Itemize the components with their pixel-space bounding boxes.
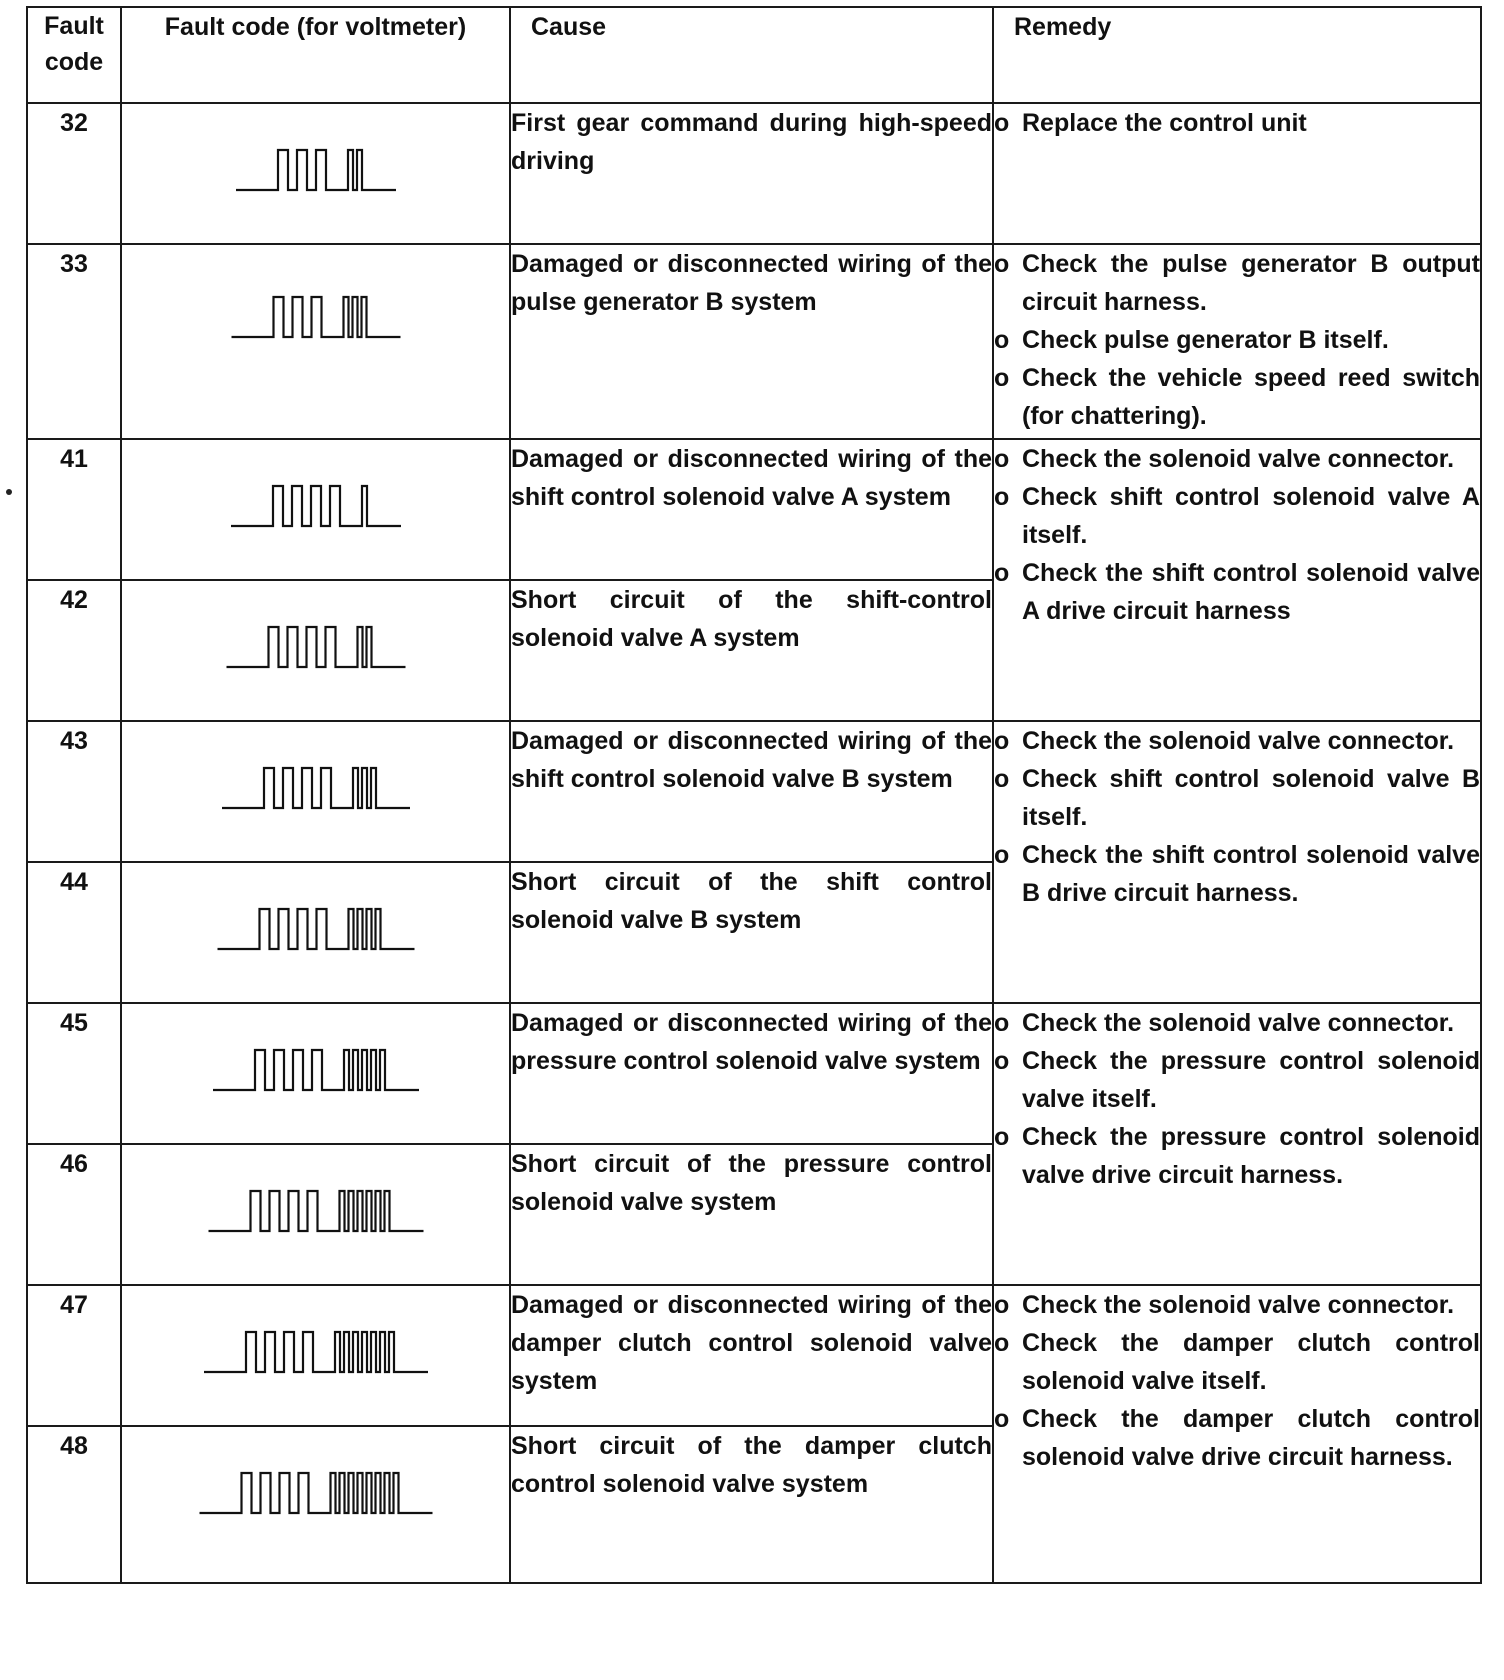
bullet-marker: o: [994, 1047, 1010, 1075]
pulse-waveform: [186, 756, 446, 816]
bullet-marker: o: [994, 364, 1010, 392]
pulse-trace: [231, 486, 401, 526]
margin-dot: [6, 489, 12, 495]
bullet-marker: o: [994, 1291, 1010, 1319]
table-row: [27, 721, 1481, 862]
bullet-marker: o: [994, 326, 1010, 354]
remedy-text: Check the damper clutch control solenoid valve itself.: [1022, 1329, 1480, 1395]
bullet-marker: o: [994, 1329, 1010, 1357]
pulse-waveform: [186, 138, 446, 198]
waveform-cell: [121, 1426, 510, 1583]
fault-code: 41: [27, 439, 121, 580]
remedy-list: [993, 1003, 1481, 1285]
fault-code: 45: [27, 1003, 121, 1144]
header-row: [27, 7, 1481, 103]
remedy-text: Check the solenoid valve connector.: [1022, 1009, 1455, 1037]
waveform-cell: [121, 1003, 510, 1144]
bullet-marker: o: [994, 1123, 1010, 1151]
pulse-waveform: [186, 285, 446, 345]
waveform-cell: [121, 103, 510, 244]
pulse-trace: [231, 297, 400, 337]
remedy-text: Check pulse generator B itself.: [1022, 326, 1389, 354]
header-fault-code: Fault code: [27, 7, 121, 103]
waveform-cell: [121, 1144, 510, 1285]
bullet-marker: o: [994, 109, 1010, 137]
waveform-cell: [121, 1285, 510, 1426]
waveform-cell: [121, 244, 510, 439]
remedy-text: Replace the control unit: [1022, 109, 1307, 137]
pulse-trace: [208, 1191, 423, 1231]
waveform-cell: [121, 580, 510, 721]
remedy-item: [994, 1042, 1480, 1118]
pulse-trace: [226, 627, 405, 667]
bullet-marker: o: [994, 445, 1010, 473]
pulse-waveform: [186, 1461, 446, 1521]
pulse-trace: [204, 1332, 428, 1372]
bullet-marker: o: [994, 841, 1010, 869]
cause-text: Short circuit of the shift-control solenoid valve A system: [510, 580, 993, 721]
cause-text: Damaged or disconnected wiring of the damper clutch control solenoid valve system: [510, 1285, 993, 1426]
remedy-item: [994, 554, 1480, 630]
remedy-text: Check shift control solenoid valve B itself.: [1022, 765, 1480, 831]
table-row: [27, 1285, 1481, 1426]
fault-code: 33: [27, 244, 121, 439]
pulse-waveform: [186, 474, 446, 534]
table-row: [27, 1003, 1481, 1144]
remedy-list: [993, 439, 1481, 721]
pulse-waveform: [186, 1320, 446, 1380]
table-row: [27, 439, 1481, 580]
cause-text: Short circuit of the shift control solenoid valve B system: [510, 862, 993, 1003]
remedy-list: [993, 721, 1481, 1003]
pulse-trace: [199, 1473, 432, 1513]
fault-code: 42: [27, 580, 121, 721]
fault-code: 46: [27, 1144, 121, 1285]
cause-text: Damaged or disconnected wiring of the shift control solenoid valve A system: [510, 439, 993, 580]
fault-code: 32: [27, 103, 121, 244]
cause-text: Short circuit of the damper clutch control solenoid valve system: [510, 1426, 993, 1583]
cause-text: Damaged or disconnected wiring of the pressure control solenoid valve system: [510, 1003, 993, 1144]
remedy-item: [994, 1118, 1480, 1194]
pulse-trace: [222, 768, 410, 808]
remedy-item: [994, 1286, 1480, 1324]
fault-code: 48: [27, 1426, 121, 1583]
remedy-list: [993, 1285, 1481, 1583]
pulse-trace: [236, 150, 396, 190]
remedy-text: Check the pulse generator B output circuit harness.: [1022, 250, 1480, 316]
bullet-marker: o: [994, 483, 1010, 511]
remedy-text: Check the shift control solenoid valve A drive circuit harness: [1022, 559, 1480, 625]
table-row: [27, 103, 1481, 244]
remedy-text: Check the solenoid valve connector.: [1022, 1291, 1455, 1319]
waveform-cell: [121, 862, 510, 1003]
header-cause: Cause: [510, 7, 993, 103]
pulse-waveform: [186, 615, 446, 675]
pulse-trace: [217, 909, 414, 949]
remedy-text: Check the solenoid valve connector.: [1022, 445, 1455, 473]
cause-text: Damaged or disconnected wiring of the shift control solenoid valve B system: [510, 721, 993, 862]
bullet-marker: o: [994, 1405, 1010, 1433]
remedy-item: [994, 321, 1480, 359]
bullet-marker: o: [994, 1009, 1010, 1037]
bullet-marker: o: [994, 727, 1010, 755]
fault-code: 44: [27, 862, 121, 1003]
pulse-waveform: [186, 897, 446, 957]
remedy-item: [994, 478, 1480, 554]
remedy-text: Check the vehicle speed reed switch (for chattering).: [1022, 364, 1480, 430]
cause-text: Short circuit of the pressure control solenoid valve system: [510, 1144, 993, 1285]
fault-code: 47: [27, 1285, 121, 1426]
remedy-text: Check the pressure control solenoid valve itself.: [1022, 1047, 1480, 1113]
remedy-list: [993, 244, 1481, 439]
remedy-item: [994, 245, 1480, 321]
remedy-text: Check the damper clutch control solenoid valve drive circuit harness.: [1022, 1405, 1480, 1471]
bullet-marker: o: [994, 250, 1010, 278]
remedy-text: Check the shift control solenoid valve B drive circuit harness.: [1022, 841, 1480, 907]
remedy-text: Check the pressure control solenoid valve drive circuit harness.: [1022, 1123, 1480, 1189]
bullet-marker: o: [994, 559, 1010, 587]
fault-code-table: [26, 6, 1482, 1584]
waveform-cell: [121, 721, 510, 862]
remedy-item: [994, 359, 1480, 435]
pulse-trace: [213, 1050, 419, 1090]
remedy-item: [994, 1004, 1480, 1042]
remedy-item: [994, 760, 1480, 836]
remedy-text: Check shift control solenoid valve A itself.: [1022, 483, 1480, 549]
remedy-item: [994, 1324, 1480, 1400]
waveform-cell: [121, 439, 510, 580]
bullet-marker: o: [994, 765, 1010, 793]
remedy-item: [994, 440, 1480, 478]
pulse-waveform: [186, 1179, 446, 1239]
cause-text: Damaged or disconnected wiring of the pulse generator B system: [510, 244, 993, 439]
table-row: [27, 244, 1481, 439]
remedy-item: [994, 836, 1480, 912]
fault-code: 43: [27, 721, 121, 862]
remedy-item: [994, 722, 1480, 760]
header-remedy: Remedy: [993, 7, 1481, 103]
remedy-item: [994, 1400, 1480, 1476]
pulse-waveform: [186, 1038, 446, 1098]
remedy-text: Check the solenoid valve connector.: [1022, 727, 1455, 755]
cause-text: First gear command during high-speed driving: [510, 103, 993, 244]
remedy-list: [993, 103, 1481, 244]
header-voltmeter-code: Fault code (for voltmeter): [121, 7, 510, 103]
remedy-item: [994, 104, 1480, 142]
